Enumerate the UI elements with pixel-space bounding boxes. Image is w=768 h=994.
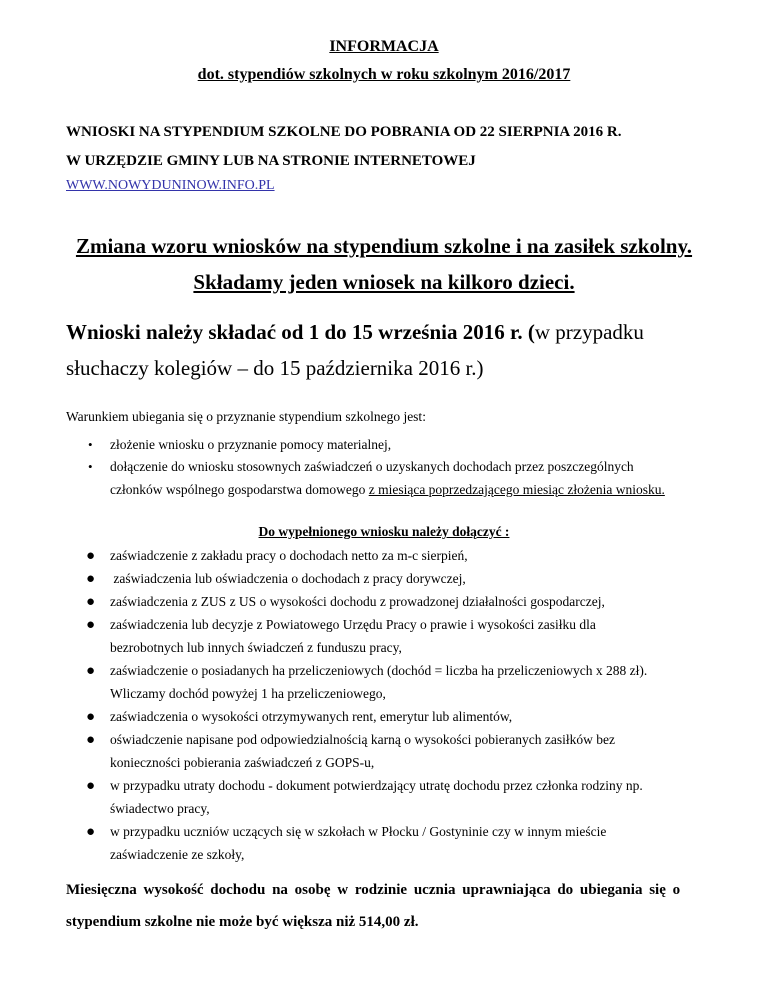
single-application-heading: Składamy jeden wniosek na kilkoro dzieci.	[193, 270, 575, 294]
attachment-item-text: zaświadczenia lub decyzje z Powiatowego Urzędu Pracy o prawie i wysokości zasiłku dla	[110, 617, 596, 632]
document-title: INFORMACJA	[329, 38, 439, 55]
attachment-item-text: oświadczenie napisane pod odpowiedzialnością karną o wysokości pobieranych zasiłków bez	[110, 732, 615, 747]
attachment-item-text: konieczności pobierania zaświadczeń z GOPS-u,	[110, 755, 375, 770]
attachments-header: Do wypełnionego wniosku należy dołączyć :	[258, 524, 510, 539]
condition-plain-text: członków wspólnego gospodarstwa domowego	[110, 482, 369, 497]
bullet-icon: ●	[86, 824, 96, 840]
bullet-icon: ●	[86, 709, 96, 725]
download-notice-line-1: WNIOSKI NA STYPENDIUM SZKOLNE DO POBRANIA OD 22 SIERPNIA 2016 R.	[66, 124, 622, 140]
attachment-item-text: w przypadku uczniów uczących się w szkołach w Płocku / Gostyninie czy w innym mieście	[110, 824, 607, 839]
attachment-item-text: bezrobotnych lub innych świadczeń z funduszu pracy,	[110, 640, 402, 655]
condition-item-text: złożenie wniosku o przyznanie pomocy materialnej,	[110, 437, 392, 452]
bullet-icon: •	[88, 459, 93, 474]
condition-item-text	[110, 482, 665, 498]
document-subtitle: dot. stypendiów szkolnych w roku szkolnym 2016/2017	[197, 66, 571, 83]
attachment-item-text: zaświadczenie o posiadanych ha przeliczeniowych (dochód = liczba ha przeliczeniowych x 288 zł).	[110, 663, 648, 678]
attachment-item-text: zaświadczenia o wysokości otrzymywanych rent, emerytur lub alimentów,	[110, 709, 513, 724]
condition-underlined-text: z miesiąca poprzedzającego miesiąc złożenia wniosku.	[368, 482, 665, 497]
deadline-bold: Wnioski należy składać od 1 do 15 września 2016 r. (	[66, 320, 535, 344]
income-limit-line-2: stypendium szkolne nie może być większa niż 514,00 zł.	[66, 914, 419, 930]
bullet-icon: ●	[86, 732, 96, 748]
bullet-icon: •	[88, 437, 93, 452]
conditions-intro: Warunkiem ubiegania się o przyznanie stypendium szkolnego jest:	[66, 409, 426, 424]
attachment-item-text: w przypadku utraty dochodu - dokument potwierdzający utratę dochodu przez członka rodziny np.	[110, 778, 643, 793]
attachment-item-text: Wliczamy dochód powyżej 1 ha przeliczeniowego,	[110, 686, 386, 701]
bullet-icon: ●	[86, 571, 96, 587]
download-notice-line-2: W URZĘDZIE GMINY LUB NA STRONIE INTERNETOWEJ	[66, 153, 476, 169]
attachment-item-text: zaświadczenia z ZUS z US o wysokości dochodu z prowadzonej działalności gospodarczej,	[110, 594, 605, 609]
bullet-icon: ●	[86, 548, 96, 564]
deadline-rest: w przypadku	[534, 320, 644, 344]
bullet-icon: ●	[86, 778, 96, 794]
form-change-heading: Zmiana wzoru wniosków na stypendium szkolne i na zasiłek szkolny.	[75, 234, 693, 258]
attachment-item-text: zaświadczenie z zakładu pracy o dochodach netto za m-c sierpień,	[110, 548, 468, 563]
bullet-icon: ●	[86, 617, 96, 633]
attachment-item-text: zaświadczenia lub oświadczenia o dochodach z pracy dorywczej,	[110, 571, 466, 586]
bullet-icon: ●	[86, 663, 96, 679]
website-link[interactable]: WWW.NOWYDUNINOW.INFO.PL	[66, 178, 275, 193]
deadline-line-1	[66, 320, 644, 345]
attachment-item-text: zaświadczenie ze szkoły,	[110, 847, 245, 862]
deadline-line-2: słuchaczy kolegiów – do 15 października 2016 r.)	[66, 356, 484, 380]
income-limit-line-1: Miesięczna wysokość dochodu na osobę w rodzinie ucznia uprawniająca do ubiegania się o	[66, 882, 681, 898]
condition-item-text: dołączenie do wniosku stosownych zaświadczeń o uzyskanych dochodach przez poszczególnych	[110, 459, 634, 474]
attachment-item-text: świadectwo pracy,	[110, 801, 210, 816]
bullet-icon: ●	[86, 594, 96, 610]
